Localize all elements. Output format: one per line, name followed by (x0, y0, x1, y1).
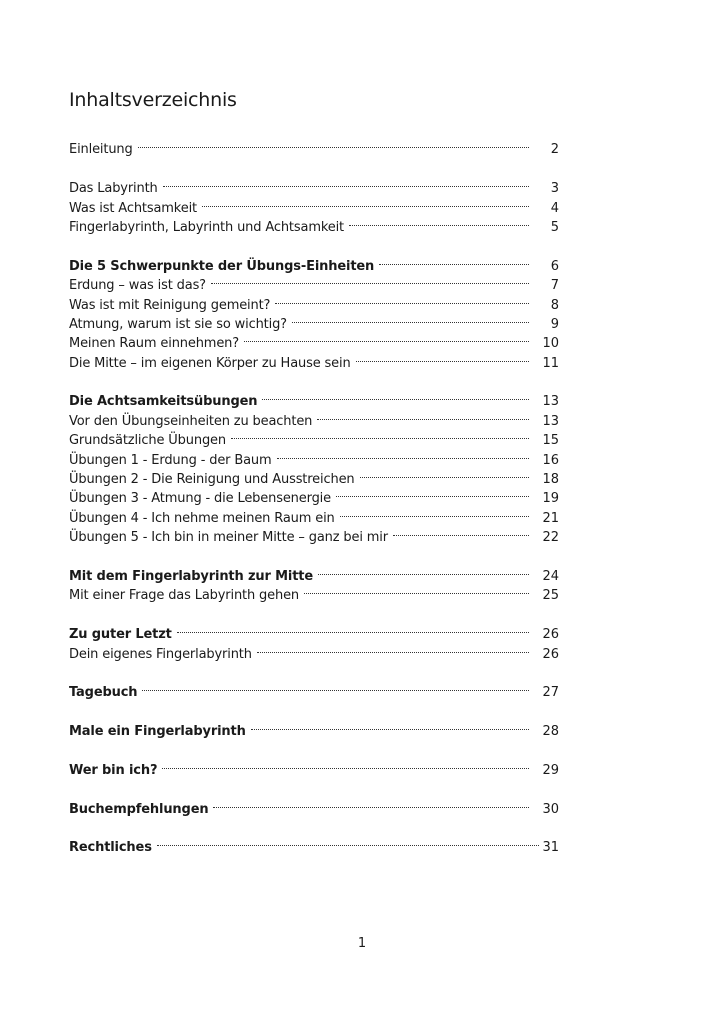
toc-entry[interactable] (69, 289, 559, 313)
toc-entry[interactable] (69, 270, 559, 294)
dot-leader (157, 832, 539, 851)
toc-entry-page: 15 (542, 433, 559, 449)
toc-entry-page: 3 (550, 181, 559, 197)
toc-entry[interactable] (69, 832, 559, 856)
dot-leader (340, 502, 529, 521)
dot-leader (211, 270, 529, 289)
toc-entry-label: Atmung, warum ist sie so wichtig? (69, 316, 287, 332)
toc-entry[interactable] (69, 677, 559, 701)
toc-entry[interactable] (69, 561, 559, 584)
toc-entry-page: 29 (542, 762, 559, 778)
toc-entry-label: Erdung – was ist das? (69, 278, 206, 294)
toc-entry[interactable] (69, 483, 559, 507)
dot-leader (277, 444, 529, 463)
toc-entry-label: Wer bin ich? (69, 762, 158, 778)
toc-entry[interactable] (69, 173, 559, 197)
dot-leader (177, 619, 529, 638)
toc-entry-page: 6 (550, 258, 559, 274)
toc-entry-label: Übungen 5 - Ich bin in meiner Mitte – ganz bei mir (69, 530, 388, 546)
toc-entry[interactable] (69, 328, 559, 352)
toc-entry-page: 13 (542, 413, 559, 429)
dot-leader (262, 386, 529, 405)
toc-entry-label: Grundsätzliche Übungen (69, 433, 226, 449)
dot-leader (138, 134, 529, 153)
toc-entry[interactable] (69, 347, 559, 371)
dot-leader (360, 464, 529, 483)
dot-leader (231, 425, 529, 444)
dot-leader (202, 192, 529, 211)
toc-entry[interactable] (69, 250, 559, 274)
toc-entry[interactable] (69, 386, 559, 410)
toc-entry-label: Übungen 1 - Erdung - der Baum (69, 452, 272, 468)
toc-entry-page: 31 (542, 840, 559, 856)
toc-entry[interactable] (69, 755, 559, 778)
toc-entry[interactable] (69, 444, 559, 468)
toc-entry[interactable] (69, 716, 559, 740)
toc-entry[interactable] (69, 425, 559, 449)
toc-entry-page: 2 (550, 142, 559, 158)
toc-entry-page: 28 (542, 724, 559, 740)
toc-entry-label: Buchempfehlungen (69, 801, 209, 817)
toc-entry-label: Übungen 3 - Atmung - die Lebensenergie (69, 491, 331, 507)
toc-title: Inhaltsverzeichnis (69, 89, 237, 111)
toc-entry-page: 11 (542, 355, 559, 371)
toc-entry-label: Einleitung (69, 142, 133, 158)
toc-entry-label: Male ein Fingerlabyrinth (69, 724, 246, 740)
dot-leader (142, 677, 529, 696)
toc-entry-page: 21 (542, 510, 559, 526)
dot-leader (251, 716, 529, 735)
dot-leader (349, 212, 529, 231)
toc-entry-page: 10 (542, 336, 559, 352)
toc-entry-label: Die Achtsamkeitsübungen (69, 394, 258, 410)
toc-entry-page: 18 (542, 472, 559, 488)
toc-entry-page: 19 (542, 491, 559, 507)
dot-leader (257, 638, 529, 657)
toc-entry[interactable] (69, 502, 559, 526)
toc-entry-page: 27 (542, 685, 559, 701)
dot-leader (356, 347, 529, 366)
dot-leader (292, 309, 529, 328)
toc-entry-label: Vor den Übungseinheiten zu beachten (69, 413, 313, 429)
toc-entry-page: 25 (542, 588, 559, 604)
toc-entry[interactable] (69, 464, 559, 488)
toc-entry-label: Fingerlabyrinth, Labyrinth und Achtsamkeit (69, 219, 345, 235)
toc-entry-label: Zu guter Letzt (69, 627, 172, 643)
toc-entry-label: Das Labyrinth (69, 181, 158, 197)
dot-leader (162, 755, 529, 774)
toc-entry-label: Was ist mit Reinigung gemeint? (69, 297, 271, 313)
toc-entry-label: Was ist Achtsamkeit (69, 200, 197, 216)
toc-entry-label: Die Mitte – im eigenen Körper zu Hause sein (69, 355, 351, 371)
toc-entry-page: 22 (542, 530, 559, 546)
page-number: 1 (357, 936, 367, 951)
toc-entry-label: Mit dem Fingerlabyrinth zur Mitte (69, 568, 314, 584)
toc-entry-page: 30 (542, 801, 559, 817)
toc-entry-label: Übungen 2 - Die Reinigung und Ausstreichen (69, 472, 355, 488)
toc-entry-label: Übungen 4 - Ich nehme meinen Raum ein (69, 510, 335, 526)
toc-entry-page: 8 (550, 297, 559, 313)
dot-leader (393, 522, 529, 541)
toc-entry[interactable] (69, 619, 559, 643)
dot-leader (318, 561, 529, 580)
toc-entry-page: 26 (542, 646, 559, 662)
dot-leader (317, 405, 529, 424)
table-of-contents (69, 134, 559, 856)
toc-entry[interactable] (69, 793, 559, 817)
toc-entry-page: 5 (550, 219, 559, 235)
toc-entry[interactable] (69, 638, 559, 662)
toc-entry-label: Rechtliches (69, 840, 152, 856)
dot-leader (379, 250, 529, 269)
dot-leader (304, 580, 529, 599)
dot-leader (163, 173, 529, 192)
toc-entry-label: Meinen Raum einnehmen? (69, 336, 240, 352)
toc-entry-label: Die 5 Schwerpunkte der Übungs-Einheiten (69, 258, 375, 274)
toc-entry[interactable] (69, 522, 559, 546)
toc-entry-page: 26 (542, 627, 559, 643)
toc-entry-page: 13 (542, 394, 559, 410)
toc-entry[interactable] (69, 580, 559, 604)
toc-entry[interactable] (69, 134, 559, 158)
toc-entry-page: 16 (542, 452, 559, 468)
toc-entry[interactable] (69, 192, 559, 216)
toc-entry[interactable] (69, 405, 559, 429)
toc-entry[interactable] (69, 212, 559, 235)
dot-leader (336, 483, 529, 502)
toc-entry-page: 7 (550, 278, 559, 294)
toc-entry-label: Tagebuch (69, 685, 138, 701)
dot-leader (275, 289, 529, 308)
toc-entry[interactable] (69, 309, 559, 332)
dot-leader (244, 328, 529, 347)
toc-entry-label: Dein eigenes Fingerlabyrinth (69, 646, 252, 662)
toc-entry-label: Mit einer Frage das Labyrinth gehen (69, 588, 300, 604)
toc-entry-page: 24 (542, 568, 559, 584)
toc-entry-page: 9 (550, 316, 559, 332)
toc-entry-page: 4 (550, 200, 559, 216)
dot-leader (213, 793, 529, 812)
